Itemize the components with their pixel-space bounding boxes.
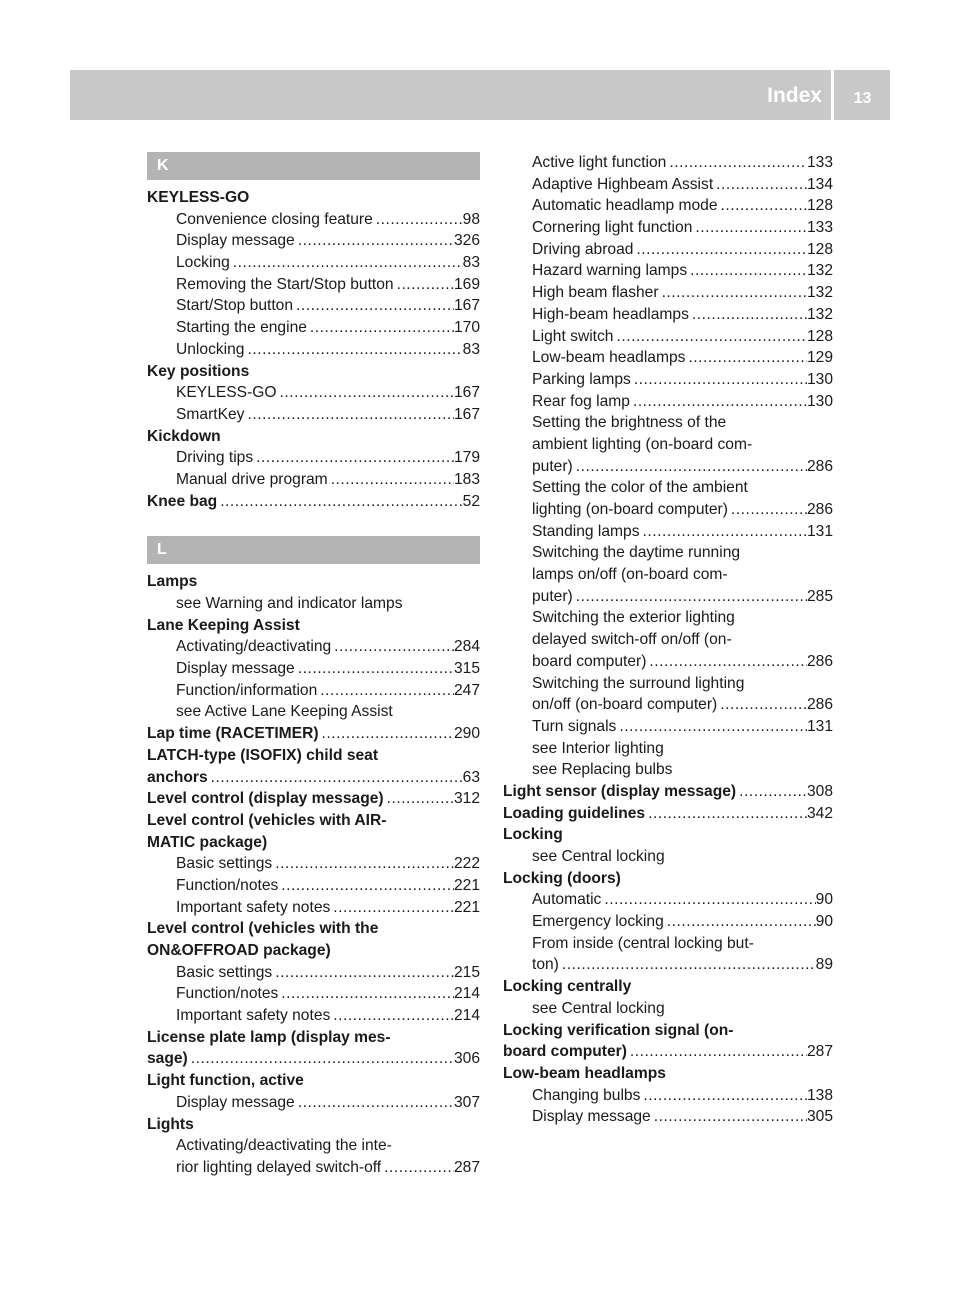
index-heading: Kickdown (147, 427, 221, 445)
index-heading: Light function, active (147, 1072, 304, 1090)
index-entry[interactable]: Manual drive program . . . 183 (147, 469, 480, 491)
index-heading: Locking (doors) (503, 869, 621, 887)
index-entry[interactable]: puter) . . . 286 (503, 456, 833, 478)
see-reference[interactable]: see Interior lighting (532, 739, 664, 757)
index-entry[interactable]: KEYLESS-GO . . . 167 (147, 382, 480, 404)
see-reference[interactable]: see Warning and indicator lamps (176, 595, 403, 612)
index-entry[interactable]: Display message . . . 315 (147, 658, 480, 680)
index-entry-text: delayed switch-off on/off (on- (532, 631, 732, 649)
index-entry[interactable]: Important safety notes . . . 221 (147, 897, 480, 919)
index-entry[interactable]: Active light function . . . 133 (503, 152, 833, 174)
index-heading: Level control (vehicles with AIR- (147, 811, 387, 829)
index-entry[interactable]: Display message . . . 305 (503, 1106, 833, 1128)
index-entry[interactable]: Light sensor (display message) . . . 308 (503, 781, 833, 803)
index-entry[interactable]: Function/notes . . . 214 (147, 983, 480, 1005)
index-entry[interactable]: Locking . . . 83 (147, 252, 480, 274)
index-entry[interactable]: Lap time (RACETIMER) . . . 290 (147, 723, 480, 745)
index-entry[interactable]: Knee bag . . . 52 (147, 491, 480, 513)
section-header-l: L (147, 536, 480, 564)
index-entry[interactable]: Removing the Start/Stop button . . . 169 (147, 274, 480, 296)
section-header-k: K (147, 152, 480, 180)
index-heading: License plate lamp (display mes- (147, 1028, 391, 1046)
index-entry[interactable]: High-beam headlamps . . . 132 (503, 304, 833, 326)
index-entry-text: Switching the daytime running (532, 544, 741, 562)
index-entry-text: Setting the brightness of the (532, 414, 727, 432)
index-entry[interactable]: High beam flasher . . . 132 (503, 282, 833, 304)
index-entry[interactable]: SmartKey . . . 167 (147, 404, 480, 426)
index-heading: Low-beam headlamps (503, 1064, 666, 1082)
see-reference[interactable]: see Central locking (532, 999, 665, 1017)
index-entry[interactable]: board computer) . . . 286 (503, 651, 833, 673)
index-entry[interactable]: Automatic headlamp mode . . . 128 (503, 195, 833, 217)
index-entry[interactable]: anchors . . . 63 (147, 767, 480, 789)
index-entry[interactable]: on/off (on-board computer) . . . 286 (503, 694, 833, 716)
index-entry[interactable]: Automatic . . . 90 (503, 889, 833, 911)
see-reference[interactable]: see Central locking (532, 848, 665, 865)
index-entry[interactable]: board computer) . . . 287 (503, 1041, 833, 1063)
index-entry[interactable]: lighting (on-board computer) . . . 286 (503, 499, 833, 521)
index-entry[interactable]: Driving tips . . . 179 (147, 447, 480, 469)
index-entry[interactable]: Low-beam headlamps . . . 129 (503, 347, 833, 369)
page-number: 13 (853, 90, 872, 107)
index-entry[interactable]: Hazard warning lamps . . . 132 (503, 260, 833, 282)
index-entry-text: From inside (central locking but- (532, 934, 754, 952)
index-entry[interactable]: Convenience closing feature . . . 98 (147, 209, 480, 231)
index-column-right (503, 152, 833, 1128)
index-entry[interactable]: Function/notes . . . 221 (147, 875, 480, 897)
index-heading: KEYLESS-GO (147, 189, 250, 206)
index-heading: Lamps (147, 573, 198, 591)
index-heading: Locking verification signal (on- (503, 1021, 734, 1039)
index-entry-text: Activating/deactivating the inte- (176, 1137, 392, 1155)
index-heading: Lane Keeping Assist (147, 616, 300, 634)
index-entry[interactable]: Light switch . . . 128 (503, 326, 833, 348)
index-entry[interactable]: Start/Stop button . . . 167 (147, 295, 480, 317)
index-entry[interactable]: Level control (display message) . . . 312 (147, 788, 480, 810)
index-entry[interactable]: Changing bulbs . . . 138 (503, 1085, 833, 1107)
index-entry[interactable]: Turn signals . . . 131 (503, 716, 833, 738)
page-title: Index (767, 84, 822, 107)
index-entry[interactable]: Function/information . . . 247 (147, 680, 480, 702)
index-entry[interactable]: Important safety notes . . . 214 (147, 1005, 480, 1027)
header-divider (831, 70, 834, 120)
index-entry[interactable]: Parking lamps . . . 130 (503, 369, 833, 391)
index-heading: MATIC package) (147, 833, 268, 851)
see-reference[interactable]: see Active Lane Keeping Assist (176, 703, 393, 721)
index-entry[interactable]: Unlocking . . . 83 (147, 339, 480, 361)
index-entry-text: Switching the exterior lighting (532, 609, 735, 627)
index-entry[interactable]: Starting the engine . . . 170 (147, 317, 480, 339)
index-entry[interactable]: rior lighting delayed switch-off . . . 287 (147, 1157, 480, 1179)
index-heading: ON&OFFROAD package) (147, 942, 331, 959)
index-entry[interactable]: Driving abroad . . . 128 (503, 239, 833, 261)
index-entry[interactable]: Cornering light function . . . 133 (503, 217, 833, 239)
index-entry[interactable]: sage) . . . 306 (147, 1048, 480, 1070)
index-entry[interactable]: Emergency locking . . . 90 (503, 911, 833, 933)
index-heading: Locking (503, 826, 563, 844)
index-heading: Key positions (147, 362, 250, 380)
index-entry[interactable]: Standing lamps . . . 131 (503, 521, 833, 543)
index-entry[interactable]: Adaptive Highbeam Assist . . . 134 (503, 174, 833, 196)
index-entry-text: lamps on/off (on-board com- (532, 566, 728, 584)
index-heading: Level control (vehicles with the (147, 920, 379, 938)
index-entry-text: Switching the surround lighting (532, 674, 745, 692)
index-entry[interactable]: Display message . . . 326 (147, 230, 480, 252)
see-reference[interactable]: see Replacing bulbs (532, 761, 673, 779)
index-entry-text: ambient lighting (on-board com- (532, 435, 753, 453)
index-entry[interactable]: ton) . . . 89 (503, 954, 833, 976)
index-entry[interactable]: Basic settings . . . 222 (147, 853, 480, 875)
index-entry[interactable]: Loading guidelines . . . 342 (503, 803, 833, 825)
index-entry-text: Setting the color of the ambient (532, 479, 748, 497)
index-entry[interactable]: Basic settings . . . 215 (147, 962, 480, 984)
index-heading: LATCH-type (ISOFIX) child seat (147, 746, 379, 764)
index-heading: Locking centrally (503, 978, 632, 996)
index-entry[interactable]: puter) . . . 285 (503, 586, 833, 608)
index-heading: Lights (147, 1115, 194, 1133)
index-entry[interactable]: Activating/deactivating . . . 284 (147, 636, 480, 658)
index-entry[interactable]: Rear fog lamp . . . 130 (503, 391, 833, 413)
index-column-left (147, 152, 480, 1179)
index-entry[interactable]: Display message . . . 307 (147, 1092, 480, 1114)
